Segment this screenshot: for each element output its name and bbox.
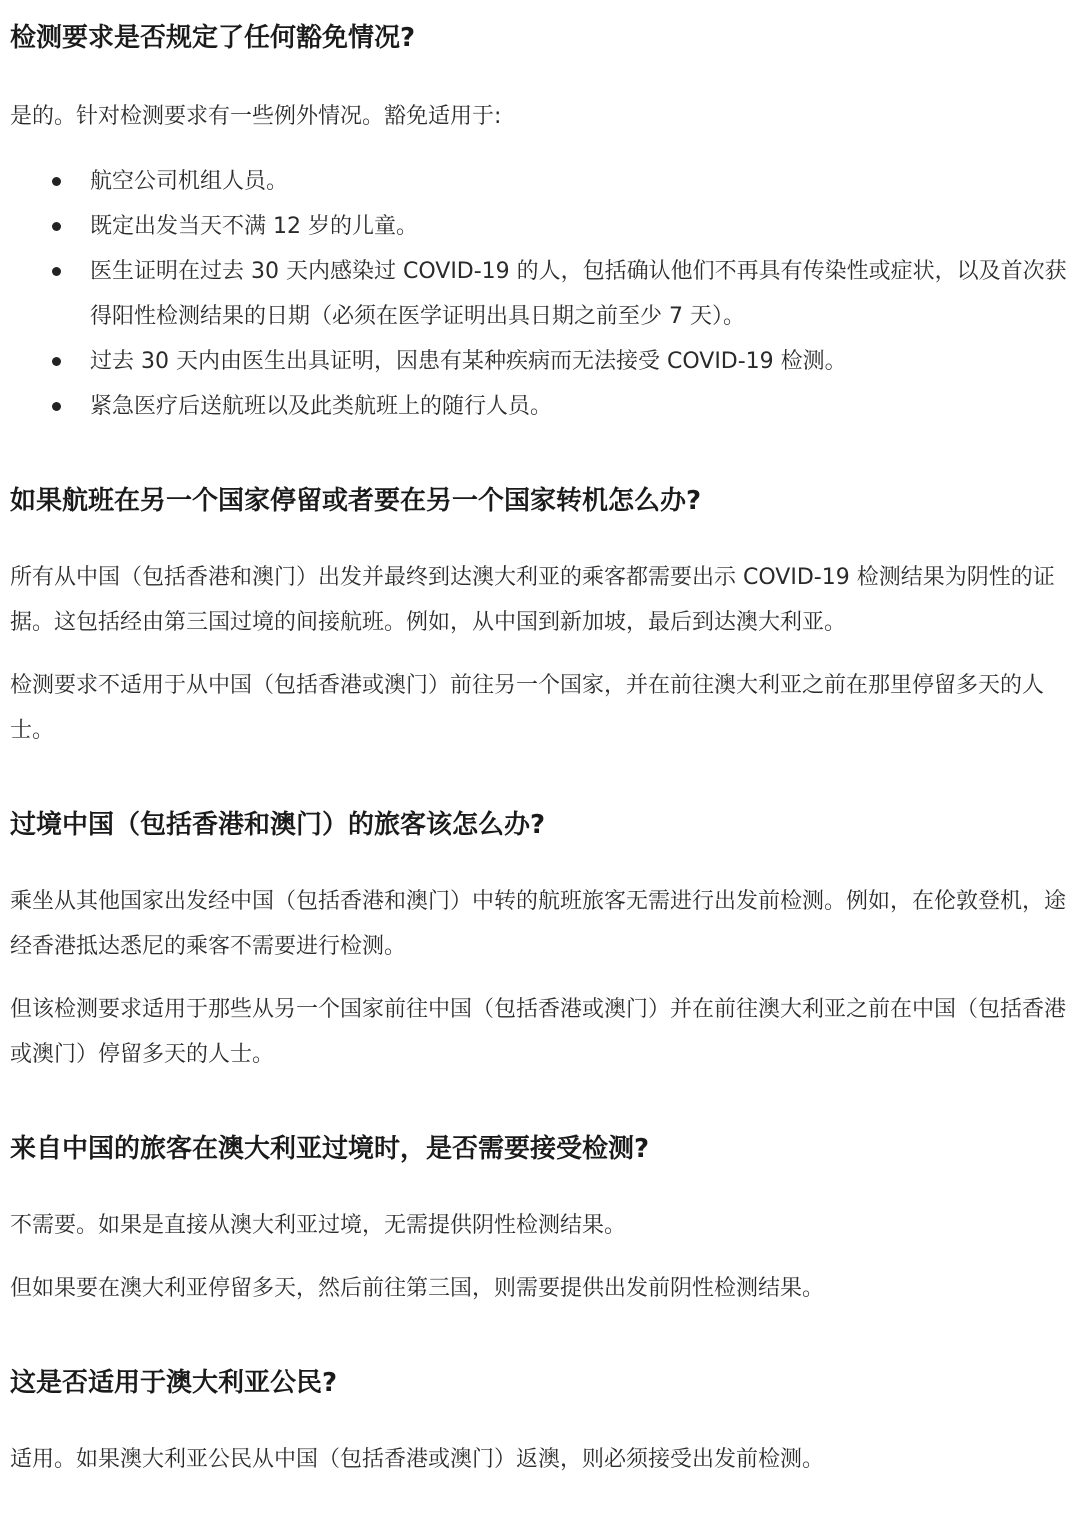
section-heading: 这是否适用于澳大利亚公民? [10, 1368, 338, 1398]
section-citizens [10, 1365, 1068, 1482]
list-item-text: 航空公司机组人员。 [90, 169, 289, 194]
section-heading: 过境中国（包括香港和澳门）的旅客该怎么办? [10, 810, 546, 840]
section-paragraph: 不需要。如果是直接从澳大利亚过境，无需提供阴性检测结果。 [10, 1213, 627, 1238]
section-heading: 如果航班在另一个国家停留或者要在另一个国家转机怎么办? [10, 486, 702, 516]
bullet-icon [52, 222, 61, 231]
section-transit-australia [10, 1131, 1068, 1311]
section-paragraph: 所有从中国（包括香港和澳门）出发并最终到达澳大利亚的乘客都需要出示 COVID-19 检测结果为阴性的证据。这包括经由第三国过境的间接航班。例如，从中国到新加坡，最后到达澳大利亚。 [10, 565, 1055, 635]
section-exemptions [10, 0, 1068, 429]
bullet-icon [52, 357, 61, 366]
list-item-text: 医生证明在过去 30 天内感染过 COVID-19 的人，包括确认他们不再具有传染性或症状，以及首次获得阳性检测结果的日期（必须在医学证明出具日期之前至少 7 天）。 [90, 259, 1067, 329]
exemption-list [10, 159, 1068, 429]
list-item-text: 过去 30 天内由医生出具证明，因患有某种疾病而无法接受 COVID-19 检测。 [90, 349, 847, 374]
section-intro: 是的。针对检测要求有一些例外情况。豁免适用于: [10, 104, 502, 129]
list-item [10, 249, 1068, 339]
list-item [10, 339, 1068, 384]
section-transit-china [10, 807, 1068, 1077]
section-heading: 来自中国的旅客在澳大利亚过境时，是否需要接受检测? [10, 1134, 650, 1164]
list-item-text: 紧急医疗后送航班以及此类航班上的随行人员。 [90, 394, 553, 419]
bullet-icon [52, 177, 61, 186]
section-paragraph: 但该检测要求适用于那些从另一个国家前往中国（包括香港或澳门）并在前往澳大利亚之前在中国（包括香港或澳门）停留多天的人士。 [10, 997, 1067, 1067]
list-item [10, 204, 1068, 249]
list-item [10, 384, 1068, 429]
bullet-icon [52, 402, 61, 411]
list-item [10, 159, 1068, 204]
section-heading: 检测要求是否规定了任何豁免情况? [10, 23, 416, 53]
section-paragraph: 乘坐从其他国家出发经中国（包括香港和澳门）中转的航班旅客无需进行出发前检测。例如，在伦敦登机，途经香港抵达悉尼的乘客不需要进行检测。 [10, 889, 1067, 959]
section-paragraph: 适用。如果澳大利亚公民从中国（包括香港或澳门）返澳，则必须接受出发前检测。 [10, 1447, 825, 1472]
section-layover [10, 483, 1068, 753]
list-item-text: 既定出发当天不满 12 岁的儿童。 [90, 214, 418, 239]
section-paragraph: 检测要求不适用于从中国（包括香港或澳门）前往另一个国家，并在前往澳大利亚之前在那里停留多天的人士。 [10, 673, 1045, 743]
section-paragraph: 但如果要在澳大利亚停留多天，然后前往第三国，则需要提供出发前阴性检测结果。 [10, 1276, 825, 1301]
bullet-icon [52, 267, 61, 276]
